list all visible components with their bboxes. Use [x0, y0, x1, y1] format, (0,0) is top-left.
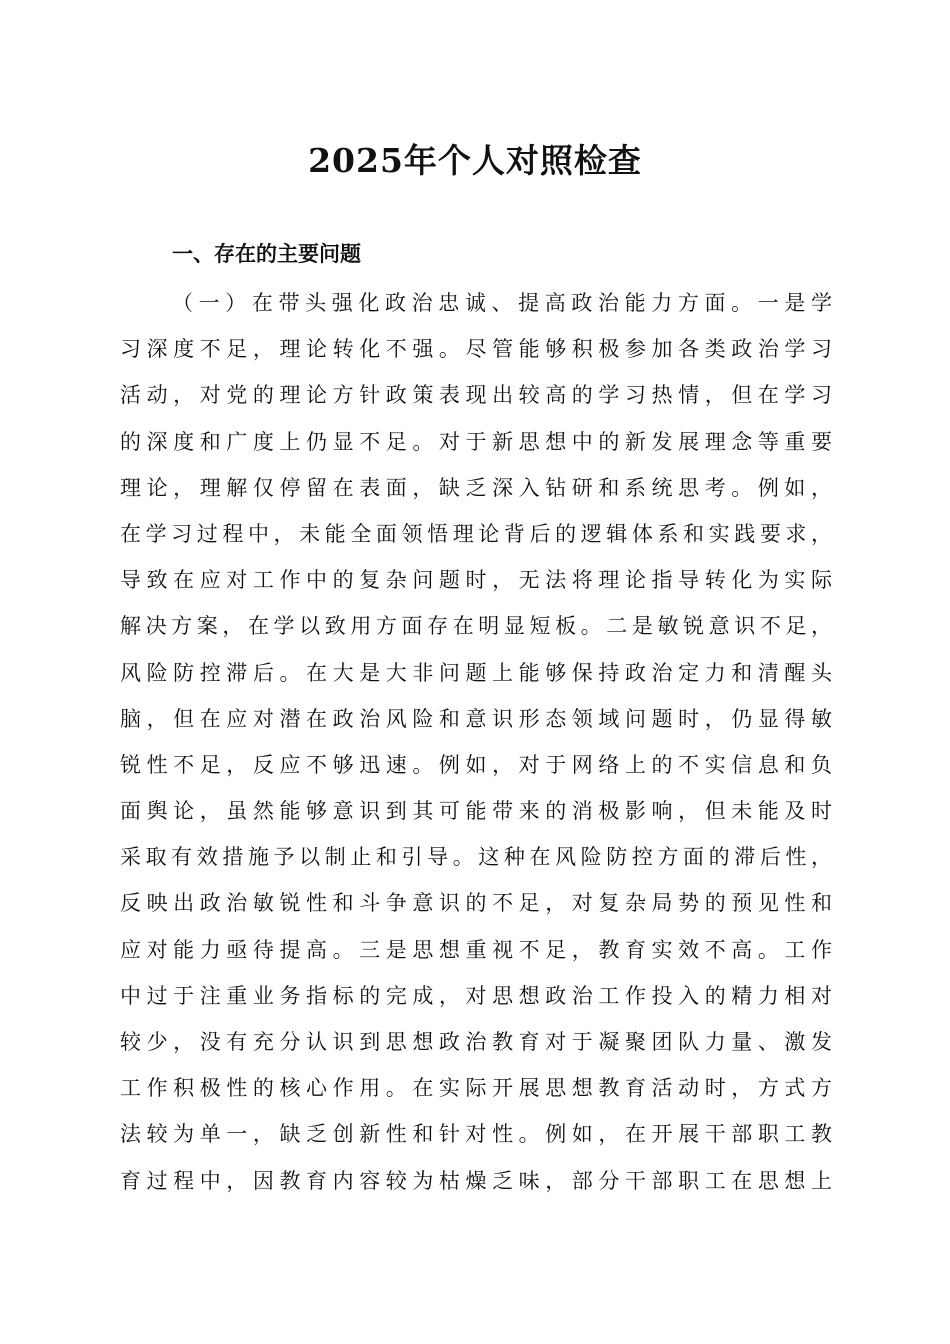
body-line: 习深度不足，理论转化不强。尽管能够积极参加各类政治学习 — [120, 337, 832, 362]
body-paragraph — [120, 280, 832, 1204]
body-line: 理论，理解仅停留在表面，缺乏深入钻研和系统思考。例如， — [120, 475, 832, 500]
body-line: 在学习过程中，未能全面领悟理论背后的逻辑体系和实践要求， — [120, 521, 832, 546]
body-line: 反映出政治敏锐性和斗争意识的不足，对复杂局势的预见性和 — [120, 891, 832, 916]
body-line: 导致在应对工作中的复杂问题时，无法将理论指导转化为实际 — [120, 568, 832, 593]
body-line: 中过于注重业务指标的完成，对思想政治工作投入的精力相对 — [120, 983, 832, 1008]
body-line: 法较为单一，缺乏创新性和针对性。例如，在开展干部职工教 — [120, 1122, 832, 1147]
body-line: 活动，对党的理论方针政策表现出较高的学习热情，但在学习 — [120, 383, 832, 408]
body-line: 应对能力亟待提高。三是思想重视不足，教育实效不高。工作 — [120, 937, 832, 962]
body-line: 的深度和广度上仍显不足。对于新思想中的新发展理念等重要 — [120, 429, 832, 454]
body-line: 面舆论，虽然能够意识到其可能带来的消极影响，但未能及时 — [120, 799, 832, 824]
section-heading: 一、存在的主要问题 — [172, 242, 361, 266]
body-line: 脑，但在应对潜在政治风险和意识形态领域问题时，仍显得敏 — [120, 706, 832, 731]
body-line: 较少，没有充分认识到思想政治教育对于凝聚团队力量、激发 — [120, 1030, 832, 1054]
body-line: 育过程中，因教育内容较为枯燥乏味，部分干部职工在思想上 — [120, 1168, 832, 1193]
body-line: 工作积极性的核心作用。在实际开展思想教育活动时，方式方 — [120, 1076, 832, 1101]
document-title: 2025年个人对照检查 — [308, 141, 642, 180]
body-line: （一）在带头强化政治忠诚、提高政治能力方面。一是学 — [172, 291, 832, 315]
body-line: 解决方案，在学以致用方面存在明显短板。二是敏锐意识不足， — [120, 614, 832, 639]
body-line: 风险防控滞后。在大是大非问题上能够保持政治定力和清醒头 — [120, 660, 832, 685]
body-line: 锐性不足，反应不够迅速。例如，对于网络上的不实信息和负 — [120, 752, 832, 777]
body-line: 采取有效措施予以制止和引导。这种在风险防控方面的滞后性， — [120, 845, 832, 870]
